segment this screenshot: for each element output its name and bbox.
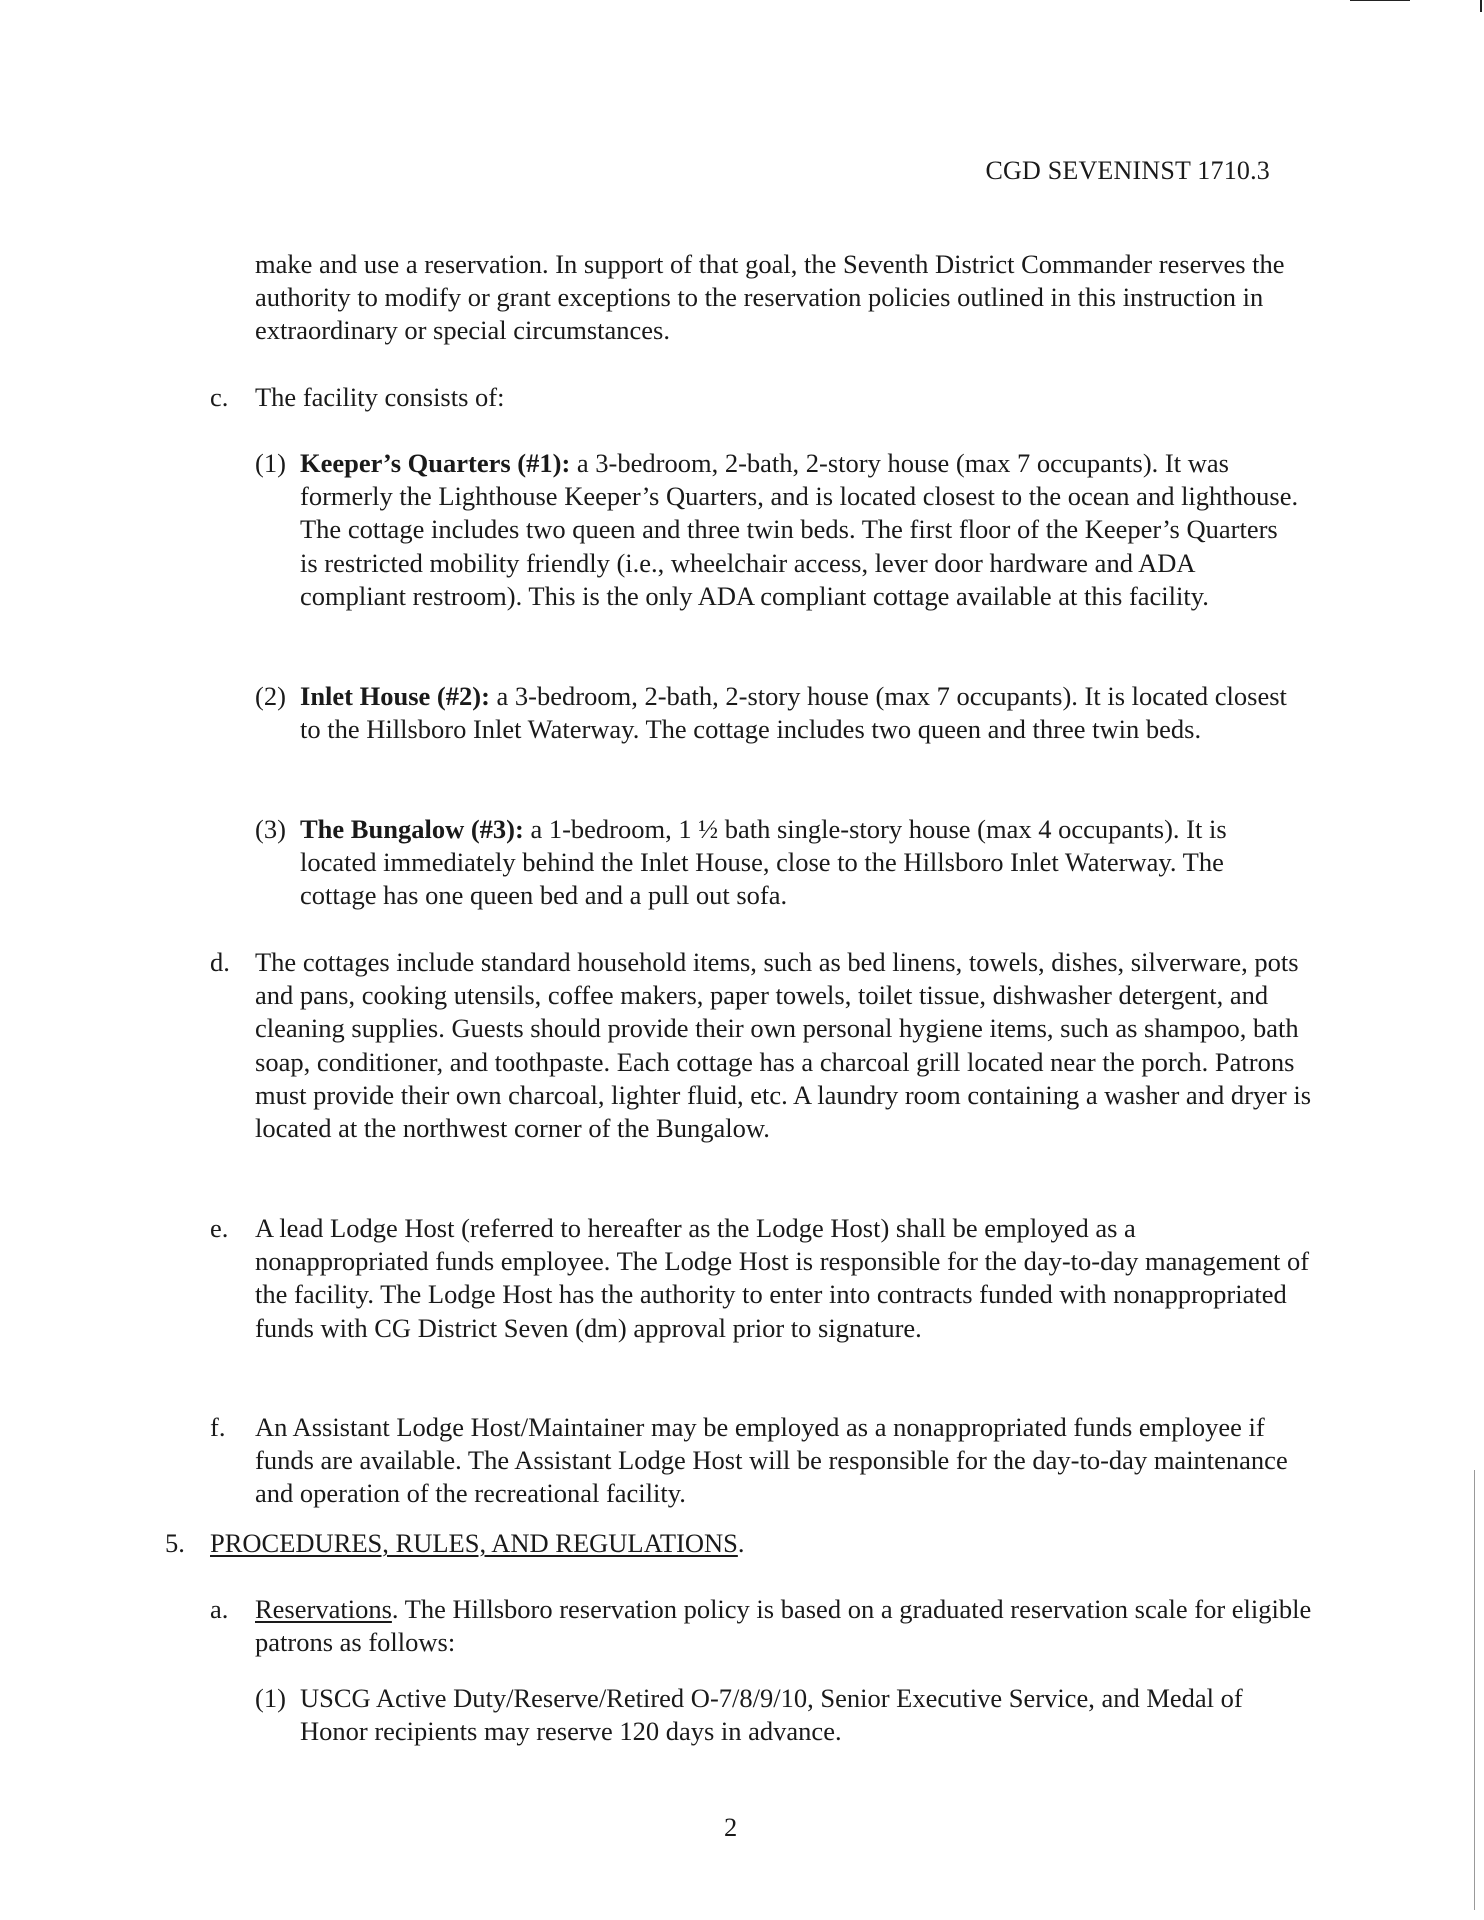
section-5-heading xyxy=(210,1527,1210,1560)
item-e-text: A lead Lodge Host (referred to hereafter as the Lodge Host) shall be employed as a nonappropriated funds employee. The Lodge Host is responsible for the day-to-day management of the facility. The Lodge Host has the authority to enter into contracts funded with nonappropriated funds with CG District Seven (dm) approval prior to signature. xyxy=(255,1213,1310,1343)
item-a-paragraph xyxy=(255,1593,1315,1659)
section-5-title: PROCEDURES, RULES, AND REGULATIONS xyxy=(210,1528,738,1558)
item-c3-title: The Bungalow (#3): xyxy=(300,814,524,844)
scan-artifact-edge xyxy=(1474,1470,1475,1910)
page-number: 2 xyxy=(724,1812,738,1842)
item-c2-label: (2) xyxy=(255,681,286,711)
item-c2-title: Inlet House (#2): xyxy=(300,681,490,711)
item-c2-text: a 3-bedroom, 2-bath, 2-story house (max 7 occupants). It is located closest to the Hillsboro Inlet Waterway. The cottage includes two queen and three twin beds. xyxy=(300,681,1287,745)
item-a-title: Reservations xyxy=(255,1594,392,1624)
item-a-text: . The Hillsboro reservation policy is based on a graduated reservation scale for eligible patrons as follows: xyxy=(255,1594,1312,1658)
item-c1-text: a 3-bedroom, 2-bath, 2-story house (max 7 occupants). It was formerly the Lighthouse Keeper’s Quarters, and is located closest to the ocean and lighthouse. The cottage includes two queen and three twin beds. The first floor of the Keeper’s Quarters is restricted mobility friendly (i.e., wheelchair access, lever door hardware and ADA compliant restroom). This is the only ADA compliant cottage available at this facility. xyxy=(300,448,1299,611)
section-5-number: 5. xyxy=(165,1528,185,1558)
item-a1-text: USCG Active Duty/Reserve/Retired O-7/8/9/10, Senior Executive Service, and Medal of Honor recipients may reserve 120 days in advance. xyxy=(300,1683,1243,1747)
scan-artifact-corner xyxy=(1480,0,1482,12)
document-id-header: CGD SEVENINST 1710.3 xyxy=(985,156,1270,185)
item-a-label: a. xyxy=(210,1594,229,1624)
item-c3-label: (3) xyxy=(255,814,286,844)
section-5-title-suffix: . xyxy=(737,1528,745,1558)
item-c-label: c. xyxy=(210,382,229,412)
item-c1-paragraph xyxy=(300,447,1300,613)
item-d-label: d. xyxy=(210,947,230,977)
item-c1-title: Keeper’s Quarters (#1): xyxy=(300,448,571,478)
item-c2-paragraph xyxy=(300,680,1300,746)
item-d-text: The cottages include standard household items, such as bed linens, towels, dishes, silverware, pots and pans, cooking utensils, coffee makers, paper towels, toilet tissue, dishwasher detergent, and cleaning supplies. Guests should provide their own personal hygiene items, such as shampoo, bath soap, conditioner, and toothpaste. Each cottage has a charcoal grill located near the porch. Patrons must provide their own charcoal, lighter fluid, etc. A laundry room containing a washer and dryer is located at the northwest corner of the Bungalow. xyxy=(255,947,1312,1144)
item-c3-paragraph xyxy=(300,813,1300,913)
intro-paragraph: make and use a reservation. In support of that goal, the Seventh District Commander reserves the authority to modify or grant exceptions to the reservation policies outlined in this instruction in extraordinary or special circumstances. xyxy=(255,249,1285,346)
item-f-label: f. xyxy=(210,1412,226,1442)
item-c-text: The facility consists of: xyxy=(255,382,505,412)
item-c1-label: (1) xyxy=(255,448,286,478)
item-a1-label: (1) xyxy=(255,1683,286,1713)
item-f-text: An Assistant Lodge Host/Maintainer may be employed as a nonappropriated funds employee if funds are available. The Assistant Lodge Host will be responsible for the day-to-day maintenance and operation of the recreational facility. xyxy=(255,1412,1288,1509)
item-e-label: e. xyxy=(210,1213,229,1243)
scan-artifact-top xyxy=(1350,0,1410,1)
item-c3-text: a 1-bedroom, 1 ½ bath single-story house (max 4 occupants). It is located immediately behind the Inlet House, close to the Hillsboro Inlet Waterway. The cottage has one queen bed and a pull out sofa. xyxy=(300,814,1227,911)
